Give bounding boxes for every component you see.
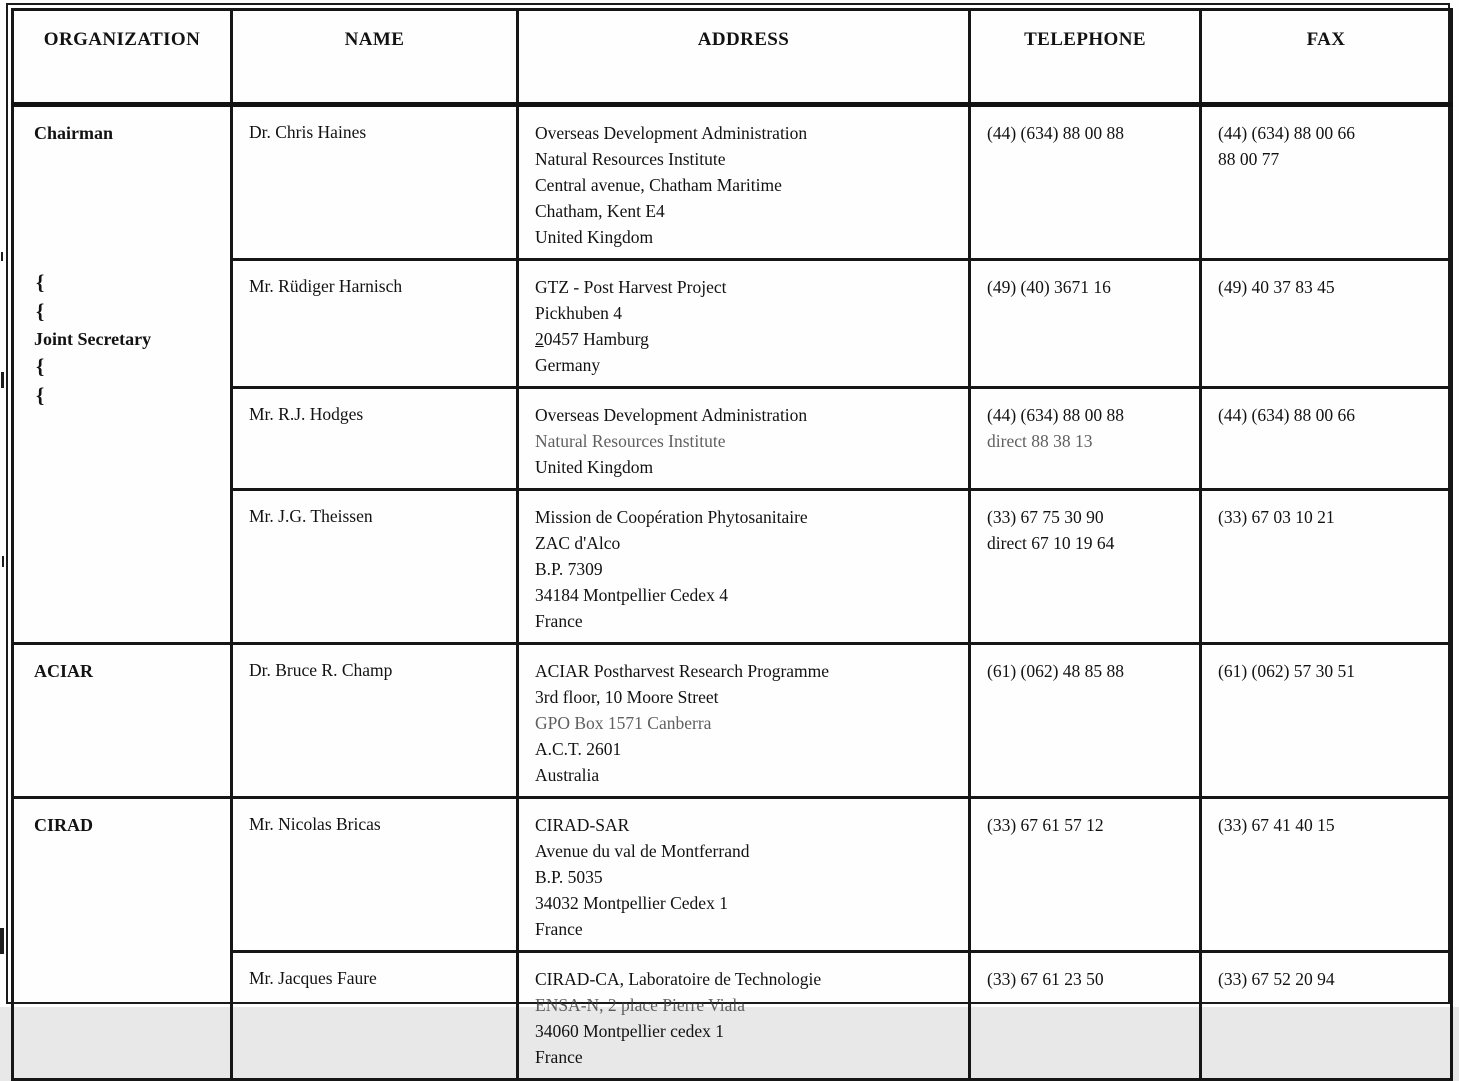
person-name: Dr. Chris Haines <box>249 122 367 142</box>
person-name: Mr. R.J. Hodges <box>249 404 364 424</box>
address-line: 34184 Montpellier Cedex 4 <box>535 585 728 605</box>
column-header-fax: FAX <box>1201 10 1452 105</box>
org-cell-chairman-joint-secretary <box>13 105 232 644</box>
address-line: Mission de Coopération Phytosanitaire <box>535 507 808 527</box>
joint-secretary-brace-group <box>34 268 218 410</box>
name-cell <box>232 388 518 490</box>
address-line: Germany <box>535 355 601 375</box>
name-cell <box>232 952 518 1080</box>
address-line: B.P. 5035 <box>535 867 603 887</box>
fax-cell <box>1201 798 1452 952</box>
address-line: ACIAR Postharvest Research Programme <box>535 661 830 681</box>
fax-cell <box>1201 388 1452 490</box>
table-row <box>13 798 1452 952</box>
org-title-cirad: CIRAD <box>34 815 94 835</box>
address-line: Natural Resources Institute <box>535 149 726 169</box>
telephone-line: direct 67 10 19 64 <box>987 533 1115 553</box>
address-cell <box>518 490 970 644</box>
person-name: Dr. Bruce R. Champ <box>249 660 393 680</box>
column-header-address: ADDRESS <box>518 10 970 105</box>
address-line: GTZ - Post Harvest Project <box>535 277 727 297</box>
org-cell-aciar <box>13 644 232 798</box>
address-cell <box>518 644 970 798</box>
column-header-telephone: TELEPHONE <box>970 10 1201 105</box>
address-line: France <box>535 611 583 631</box>
telephone-line: (44) (634) 88 00 88 <box>987 123 1125 143</box>
brace-mark: { <box>36 354 45 378</box>
fax-cell <box>1201 105 1452 260</box>
address-line: ZAC d'Alco <box>535 533 621 553</box>
fax-line: (33) 67 03 10 21 <box>1218 507 1335 527</box>
telephone-line: (61) (062) 48 85 88 <box>987 661 1125 681</box>
name-cell <box>232 644 518 798</box>
contacts-table <box>11 8 1453 1081</box>
address-line: 34060 Montpellier cedex 1 <box>535 1021 725 1041</box>
address-cell <box>518 105 970 260</box>
person-name: Mr. J.G. Theissen <box>249 506 373 526</box>
name-cell <box>232 798 518 952</box>
telephone-line: (44) (634) 88 00 88 <box>987 405 1125 425</box>
address-cell <box>518 952 970 1080</box>
fax-line: (33) 67 52 20 94 <box>1218 969 1335 989</box>
fax-line: (33) 67 41 40 15 <box>1218 815 1335 835</box>
address-line: B.P. 7309 <box>535 559 603 579</box>
brace-mark: { <box>36 383 45 407</box>
address-line: Overseas Development Administration <box>535 123 808 143</box>
scan-speck <box>1 372 4 388</box>
telephone-cell <box>970 798 1201 952</box>
address-cell <box>518 798 970 952</box>
brace-mark: { <box>36 270 45 294</box>
telephone-cell <box>970 490 1201 644</box>
address-line: CIRAD-SAR <box>535 815 630 835</box>
address-line: Avenue du val de Montferrand <box>535 841 750 861</box>
telephone-cell <box>970 260 1201 388</box>
fax-line: 88 00 77 <box>1218 149 1280 169</box>
person-name: Mr. Nicolas Bricas <box>249 814 381 834</box>
table-outer-border <box>6 3 1450 1067</box>
address-line: 20457 Hamburg <box>535 329 649 349</box>
fax-cell <box>1201 644 1452 798</box>
name-cell <box>232 260 518 388</box>
fax-line: (61) (062) 57 30 51 <box>1218 661 1356 681</box>
org-cell-cirad <box>13 798 232 1080</box>
telephone-cell <box>970 388 1201 490</box>
address-line: 34032 Montpellier Cedex 1 <box>535 893 728 913</box>
address-line: France <box>535 1047 583 1067</box>
column-header-name: NAME <box>232 10 518 105</box>
address-line: Australia <box>535 765 600 785</box>
fax-line: (49) 40 37 83 45 <box>1218 277 1335 297</box>
org-title-chairman: Chairman <box>34 123 114 143</box>
brace-mark: { <box>36 299 45 323</box>
fax-cell <box>1201 260 1452 388</box>
telephone-cell <box>970 644 1201 798</box>
table-row <box>13 644 1452 798</box>
address-line: Natural Resources Institute <box>535 431 726 451</box>
telephone-line: direct 88 38 13 <box>987 431 1093 451</box>
address-line: Central avenue, Chatham Maritime <box>535 175 782 195</box>
address-line: 3rd floor, 10 Moore Street <box>535 687 719 707</box>
fax-line: (44) (634) 88 00 66 <box>1218 123 1356 143</box>
table-row <box>13 105 1452 260</box>
telephone-line: (33) 67 75 30 90 <box>987 507 1104 527</box>
scan-speck <box>1 252 3 261</box>
address-line: A.C.T. 2601 <box>535 739 622 759</box>
fax-line: (44) (634) 88 00 66 <box>1218 405 1356 425</box>
address-line: Overseas Development Administration <box>535 405 808 425</box>
header-row <box>13 10 1452 105</box>
telephone-line: (49) (40) 3671 16 <box>987 277 1111 297</box>
column-header-organization: ORGANIZATION <box>13 10 232 105</box>
address-line: United Kingdom <box>535 457 654 477</box>
telephone-cell <box>970 952 1201 1080</box>
name-cell <box>232 105 518 260</box>
address-line: GPO Box 1571 Canberra <box>535 713 712 733</box>
address-line: Chatham, Kent E4 <box>535 201 665 221</box>
address-line: France <box>535 919 583 939</box>
fax-cell <box>1201 952 1452 1080</box>
telephone-cell <box>970 105 1201 260</box>
scan-speck <box>2 556 4 567</box>
address-line: ENSA-N, 2 place Pierre Viala <box>535 995 746 1015</box>
scan-speck <box>0 928 4 954</box>
name-cell <box>232 490 518 644</box>
fax-cell <box>1201 490 1452 644</box>
person-name: Mr. Jacques Faure <box>249 968 377 988</box>
address-line: United Kingdom <box>535 227 654 247</box>
person-name: Mr. Rüdiger Harnisch <box>249 276 403 296</box>
address-line: CIRAD-CA, Laboratoire de Technologie <box>535 969 822 989</box>
telephone-line: (33) 67 61 57 12 <box>987 815 1104 835</box>
address-cell <box>518 260 970 388</box>
org-title-joint-secretary: Joint Secretary <box>34 329 152 349</box>
address-line: Pickhuben 4 <box>535 303 623 323</box>
org-title-aciar: ACIAR <box>34 661 94 681</box>
address-cell <box>518 388 970 490</box>
telephone-line: (33) 67 61 23 50 <box>987 969 1104 989</box>
